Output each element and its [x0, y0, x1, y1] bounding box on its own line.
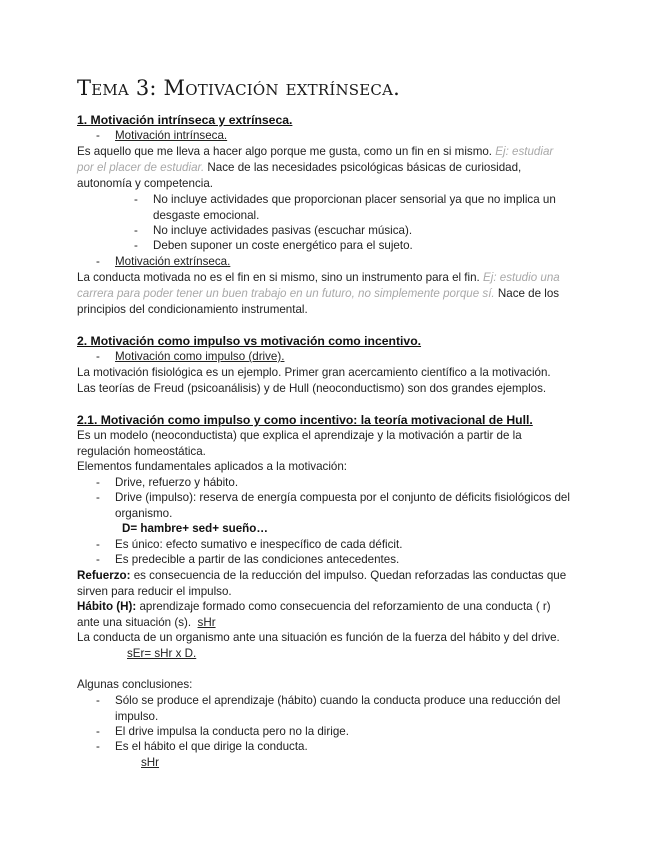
extrinsic-paragraph: La conducta motivada no es el fin en si mismo, sino un instrumento para el fin. Ej: estudio una carrera para poder tener un buen trabajo en un futuro, no simplemente porque sí. Nace de los principios del condicionamiento instrumental. — [77, 271, 560, 316]
bullet-dash: - — [96, 255, 100, 268]
intrinsic-paragraph: Es aquello que me lleva a hacer algo porque me gusta, como un fin en si mismo. Ej: estudiar por el placer de estudiar. Nace de las necesidades psicológicas básicas de curiosidad, autonomía y competencia. — [77, 145, 554, 190]
drive-bullet: Es único: efecto sumativo e inespecífico de cada déficit. — [115, 538, 403, 551]
element-bullet: Drive (impulso): reserva de energía compuesta por el conjunto de déficits fisiológicos del organismo. — [115, 491, 570, 520]
bullet-dash: - — [96, 476, 100, 489]
section-2-heading: 2. Motivación como impulso vs motivación como incentivo. — [77, 334, 422, 348]
habito-label: Hábito (H): — [77, 600, 137, 613]
section-2-1-heading: 2.1. Motivación como impulso y como incentivo: la teoría motivacional de Hull. — [77, 413, 533, 427]
intrinsic-bullet: No incluye actividades pasivas (escuchar música). — [153, 224, 413, 237]
bullet-dash: - — [96, 538, 100, 551]
bullet-dash: - — [96, 740, 100, 753]
extrinsic-example: Ej: estudio una carrera para poder tener un buen trabajo en un futuro, no simplemente porque sí. — [77, 271, 560, 300]
drive-formula: D= hambre+ sed+ sueño… — [122, 522, 268, 535]
bullet-dash: - — [134, 239, 138, 252]
impulse-label: Motivación como impulso (drive). — [115, 350, 285, 363]
drive-bullet: Es predecible a partir de las condiciones antecedentes. — [115, 553, 400, 566]
intrinsic-example: Ej: estudiar por el placer de estudiar. — [77, 145, 554, 174]
conclusion-bullet: El drive impulsa la conducta pero no la dirige. — [115, 725, 349, 738]
habito-definition: Hábito (H): aprendizaje formado como consecuencia del reforzamiento de una conducta ( r) ante una situación (s). sHr — [77, 600, 551, 629]
conclusions-label: Algunas conclusiones: — [77, 678, 193, 691]
refuerzo-label: Refuerzo: — [77, 569, 131, 582]
element-bullet: Drive, refuerzo y hábito. — [115, 476, 239, 489]
hull-model-paragraph: Es un modelo (neoconductista) que explica el aprendizaje y la motivación a partir de la regulación homeostática. — [77, 429, 522, 458]
section-2-paragraph: La motivación fisiológica es un ejemplo. Primer gran acercamiento científico a la motivación. — [77, 366, 551, 379]
intrinsic-bullet: Deben suponer un coste energético para el sujeto. — [153, 239, 413, 252]
bullet-dash: - — [96, 491, 100, 504]
intrinsic-label: Motivación intrínseca. — [115, 129, 228, 142]
bullet-dash: - — [96, 350, 100, 363]
refuerzo-definition: Refuerzo: es consecuencia de la reducción del impulso. Quedan reforzadas las conductas que sirven para reducir el impulso. — [77, 569, 567, 598]
section-2-paragraph: Las teorías de Freud (psicoanálisis) y de Hull (neoconductismo) son dos grandes ejemplos. — [77, 382, 547, 395]
extrinsic-label: Motivación extrínseca. — [115, 255, 231, 268]
conclusion-bullet: Sólo se produce el aprendizaje (hábito) cuando la conducta produce una reducción del impulso. — [115, 694, 561, 723]
intrinsic-bullet: No incluye actividades que proporcionan placer sensorial ya que no implica un desgaste emocional. — [153, 193, 556, 222]
page-title: Tema 3: Motivación extrínseca. — [77, 76, 400, 100]
habito-symbol: sHr — [197, 616, 216, 629]
ser-formula: sEr= sHr x D. — [127, 647, 197, 660]
conclusion-bullet: Es el hábito el que dirige la conducta. — [115, 740, 308, 753]
bullet-dash: - — [96, 553, 100, 566]
final-symbol: sHr — [141, 756, 160, 769]
bullet-dash: - — [96, 694, 100, 707]
elements-intro: Elementos fundamentales aplicados a la motivación: — [77, 460, 348, 473]
bullet-dash: - — [96, 725, 100, 738]
conducta-paragraph: La conducta de un organismo ante una situación es función de la fuerza del hábito y del drive. — [77, 631, 560, 644]
bullet-dash: - — [134, 224, 138, 237]
bullet-dash: - — [96, 129, 100, 142]
bullet-dash: - — [134, 193, 138, 206]
section-1-heading: 1. Motivación intrínseca y extrínseca. — [77, 113, 293, 127]
